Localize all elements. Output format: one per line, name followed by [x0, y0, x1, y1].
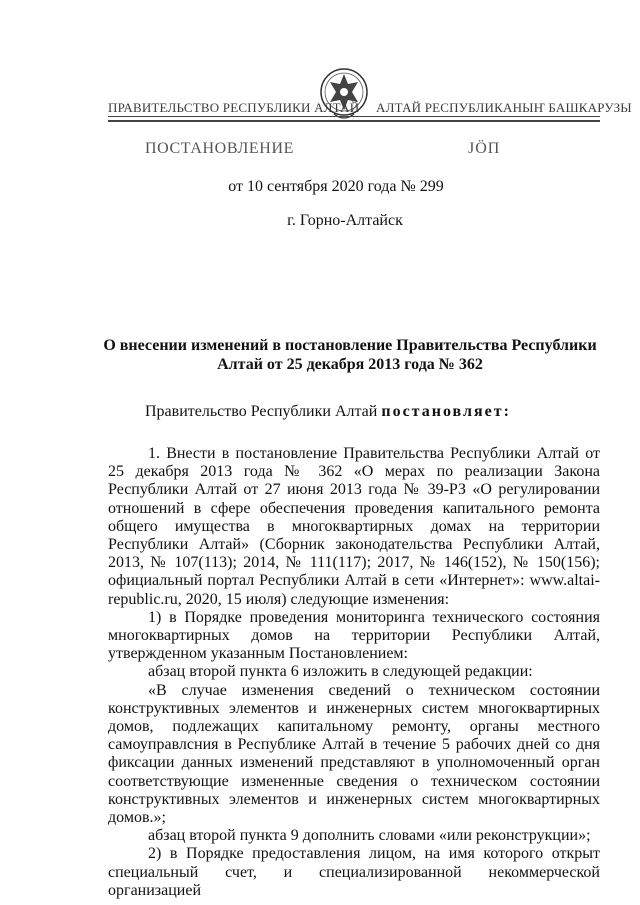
document-type-altai: JӦП — [468, 140, 501, 157]
city-text: г. Горно-Алтайск — [287, 212, 403, 229]
header-rule-thick — [108, 120, 600, 122]
paragraph-2: 1) в Порядке проведения мониторинга технического состояния многоквартирных домов на территории Республики Алтай, утвержденном указанным Постановлением: — [108, 608, 600, 663]
date-number-text: от 10 сентября 2020 года № 299 — [228, 178, 444, 195]
document-body — [108, 445, 600, 900]
preamble — [145, 403, 511, 421]
document-city — [0, 212, 640, 230]
paragraph-3: абзац второй пункта 6 изложить в следующей редакции: — [148, 663, 533, 681]
header-right-title: АЛТАЙ РЕСПУБЛИКАНЫҤ БАШКАРУЗЫ — [376, 100, 632, 115]
document-title: О внесении изменений в постановление Правительства Республики Алтай от 25 декабря 2013 года № 362 — [103, 337, 597, 373]
paragraph-4: «В случае изменения сведений о техническом состоянии конструктивных элементов и инженерных систем многоквартирных домов, подлежащих капитальному ремонту, органы местного самоуправлсния в Республике Алтай в течение 5 рабочих дней со дня фиксации данных изменений представляют в уполномоченный орган соответствующие измененные сведения о техническом состоянии конструктивных элементов и инженерных систем многоквартирных домов.»; — [108, 681, 600, 827]
paragraph-1: 1. Внести в постановление Правительства Республики Алтай от 25 декабря 2013 года № 362 «О мерах по реализации Закона Республики Алтай от 27 июня 2013 года № 39-РЗ «О регулировании отношений в сфере обеспечения проведения капитального ремонта общего имущества в многоквартирных домах на территории Республики Алтай» (Сборник законодательства Республики Алтай, 2013, № 107(113); 2014, № 111(117); 2017, № 146(152), № 150(156); официальный портал Республики Алтай в сети «Интернет»: www.altai-republic.ru, 2020, 15 июля) следующие изменения: — [108, 445, 600, 608]
header-rule-thin — [108, 116, 600, 117]
government-header — [108, 98, 632, 118]
document-date — [0, 178, 640, 196]
preamble-prefix: Правительство Республики Алтай — [145, 403, 382, 420]
header-left-title: ПРАВИТЕЛЬСТВО РЕСПУБЛИКИ АЛТАЙ — [108, 100, 360, 115]
paragraph-6: 2) в Порядке предоставления лицом, на имя которого открыт специальный счет, и специализированной некоммерческой организацией — [108, 845, 600, 899]
preamble-action: постановляет: — [381, 403, 511, 420]
document-type: ПОСТАНОВЛЕНИЕ — [145, 140, 294, 157]
paragraph-5: абзац второй пункта 9 дополнить словами «или реконструкции»; — [148, 827, 591, 845]
